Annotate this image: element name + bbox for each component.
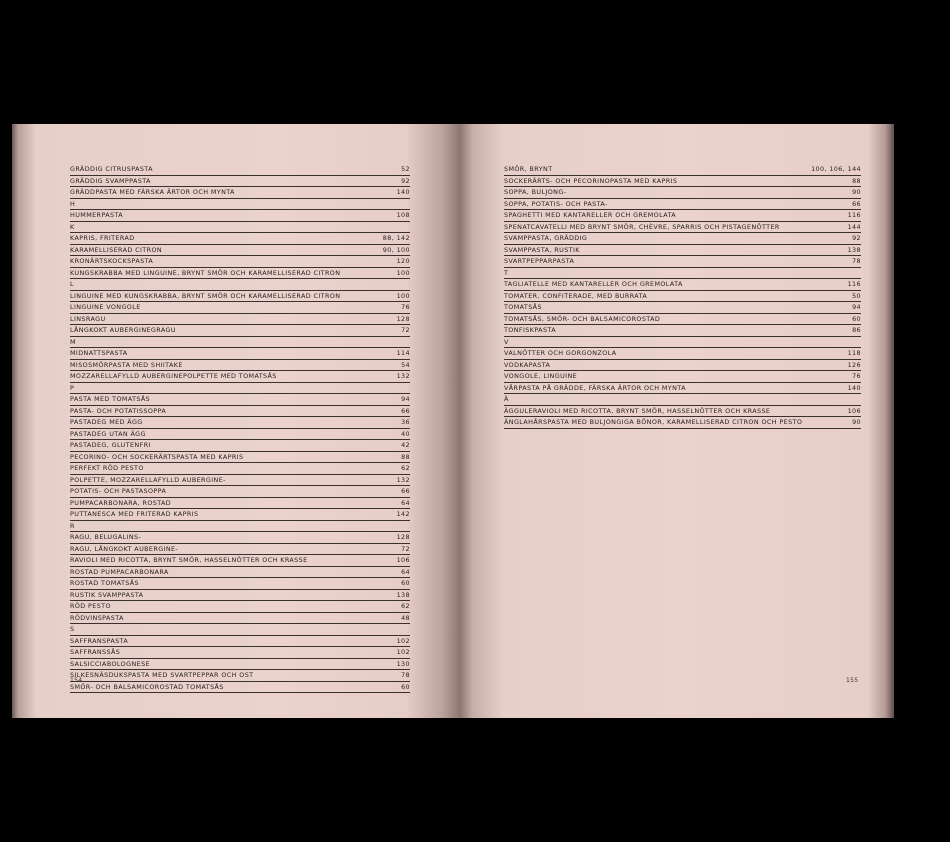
entry-title: SALSICCIABOLOGNESE xyxy=(70,659,150,668)
entry-title: LINSRAGU xyxy=(70,314,106,323)
index-entry xyxy=(504,187,861,199)
index-entry xyxy=(70,371,410,383)
entry-pages: 88 xyxy=(401,452,410,461)
entry-pages: 60 xyxy=(401,579,410,587)
entry-title: SILKESNÄSDUKSPASTA MED SVARTPEPPAR OCH OST xyxy=(70,671,254,679)
entry-pages xyxy=(404,222,410,233)
entry-title: H xyxy=(70,199,76,208)
entry-title: ÄGGULERAVIOLI MED RICOTTA, BRYNT SMÖR, HASSELNÖTTER OCH KRASSE xyxy=(504,406,771,415)
entry-pages: 92 xyxy=(401,176,410,185)
entry-title: KRONÄRTSKOCKSPASTA xyxy=(70,257,154,265)
index-entry xyxy=(70,509,410,521)
index-entry xyxy=(70,406,410,418)
index-letter-heading xyxy=(70,337,410,349)
index-entry xyxy=(70,463,410,475)
entry-pages: 48 xyxy=(401,613,410,622)
entry-title: SOPPA, POTATIS- OCH PASTA- xyxy=(504,199,608,208)
entry-title: SVAMPPASTA, GRÄDDIG xyxy=(504,234,588,242)
entry-pages: 92 xyxy=(852,234,861,242)
entry-pages: 116 xyxy=(847,280,861,288)
index-letter-heading xyxy=(70,521,410,533)
entry-title: R xyxy=(70,521,75,530)
index-entry xyxy=(504,176,861,188)
entry-title: VODKAPASTA xyxy=(504,360,551,369)
index-entry xyxy=(70,601,410,613)
entry-pages xyxy=(855,337,861,348)
entry-title: TOMATSÅS xyxy=(504,303,542,311)
index-letter-heading xyxy=(504,337,861,349)
entry-pages: 50 xyxy=(852,291,861,300)
entry-pages: 54 xyxy=(401,360,410,369)
entry-pages: 100, 106, 144 xyxy=(811,165,861,173)
entry-pages: 138 xyxy=(396,590,410,599)
entry-title: MOZZARELLAFYLLD AUBERGINEPOLPETTE MED TOMATSÅS xyxy=(70,372,277,380)
entry-pages: 64 xyxy=(401,498,410,507)
entry-pages xyxy=(404,521,410,532)
index-entry xyxy=(70,590,410,602)
index-entry xyxy=(70,659,410,671)
entry-pages xyxy=(404,624,410,635)
entry-pages: 42 xyxy=(401,441,410,449)
index-letter-heading xyxy=(504,268,861,280)
index-entry xyxy=(70,682,410,694)
entry-title: PASTADEG MED ÄGG xyxy=(70,418,143,426)
index-entry xyxy=(504,164,861,176)
entry-title: SAFFRANSPASTA xyxy=(70,636,129,645)
entry-title: PASTA MED TOMATSÅS xyxy=(70,395,151,403)
entry-title: VONGOLE, LINGUINE xyxy=(504,372,578,380)
index-entry xyxy=(70,486,410,498)
index-entry xyxy=(504,314,861,326)
entry-title: L xyxy=(70,280,74,288)
entry-pages xyxy=(404,199,410,210)
entry-title: LINGUINE VONGOLE xyxy=(70,303,141,311)
entry-pages: 114 xyxy=(396,349,410,357)
entry-pages: 72 xyxy=(401,326,410,334)
entry-title: ROSTAD TOMATSÅS xyxy=(70,579,139,587)
entry-pages: 130 xyxy=(396,659,410,668)
entry-title: Ä xyxy=(504,395,509,403)
entry-pages: 108 xyxy=(396,211,410,219)
index-entry xyxy=(504,406,861,418)
index-entry xyxy=(504,233,861,245)
entry-title: PASTADEG UTAN ÄGG xyxy=(70,429,146,438)
entry-title: TAGLIATELLE MED KANTARELLER OCH GREMOLATA xyxy=(504,280,683,288)
entry-title: GRÄDDPASTA MED FÄRSKA ÄRTOR OCH MYNTA xyxy=(70,188,235,196)
entry-title: HUMMERPASTA xyxy=(70,211,124,219)
index-entry xyxy=(70,233,410,245)
entry-title: ROSTAD PUMPACARBONARA xyxy=(70,567,169,576)
entry-title: KARAMELLISERAD CITRON xyxy=(70,245,163,254)
entry-title: SMÖR- OCH BALSAMICOROSTAD TOMATSÅS xyxy=(70,682,224,691)
entry-title: PUMPACARBONARA, ROSTAD xyxy=(70,498,172,507)
entry-pages: 76 xyxy=(852,372,861,380)
entry-pages: 66 xyxy=(852,199,861,208)
index-entry xyxy=(504,348,861,360)
entry-title: PASTADEG, GLUTENFRI xyxy=(70,441,151,449)
entry-title: LÅNGKOKT AUBERGINEGRAGU xyxy=(70,326,176,334)
entry-title: M xyxy=(70,337,76,346)
entry-title: TOMATER, CONFITERADE, MED BURRATA xyxy=(504,291,648,300)
entry-pages: 94 xyxy=(401,395,410,403)
index-entry xyxy=(70,268,410,280)
entry-pages: 60 xyxy=(401,682,410,691)
index-entry xyxy=(504,256,861,268)
entry-title: SVARTPEPPARPASTA xyxy=(504,257,575,265)
entry-pages: 126 xyxy=(847,360,861,369)
entry-title: TOMATSÅS, SMÖR- OCH BALSAMICOROSTAD xyxy=(504,314,661,323)
entry-pages: 138 xyxy=(847,245,861,254)
entry-pages: 144 xyxy=(847,222,861,231)
entry-title: SPAGHETTI MED KANTARELLER OCH GREMOLATA xyxy=(504,211,677,219)
entry-pages: 52 xyxy=(401,165,410,173)
index-entry xyxy=(70,544,410,556)
entry-title: PERFEKT RÖD PESTO xyxy=(70,464,144,472)
entry-pages: 102 xyxy=(396,648,410,656)
entry-pages xyxy=(855,268,861,279)
entry-pages xyxy=(855,394,861,405)
index-letter-heading xyxy=(504,394,861,406)
index-entry xyxy=(70,325,410,337)
entry-pages: 128 xyxy=(396,533,410,541)
index-entry xyxy=(70,291,410,303)
entry-pages: 76 xyxy=(401,303,410,311)
index-entry xyxy=(504,325,861,337)
entry-pages: 64 xyxy=(401,567,410,576)
entry-pages: 66 xyxy=(401,406,410,415)
index-entry xyxy=(70,417,410,429)
index-entry xyxy=(70,498,410,510)
right-page-number: 155 xyxy=(846,677,859,684)
index-entry xyxy=(70,613,410,625)
index-entry xyxy=(70,314,410,326)
entry-title: VALNÖTTER OCH GORGONZOLA xyxy=(504,349,617,357)
book-spread xyxy=(12,124,894,718)
entry-pages: 90 xyxy=(852,188,861,196)
index-entry xyxy=(504,360,861,372)
entry-title: ÄNGLAHÅRSPASTA MED BULJONGIGA BÖNOR, KARAMELLISERAD CITRON OCH PESTO xyxy=(504,418,803,426)
entry-title: GRÄDDIG CITRUSPASTA xyxy=(70,165,153,173)
entry-pages: 88 xyxy=(852,176,861,185)
entry-pages xyxy=(404,383,410,394)
entry-title: SPENATCAVATELLI MED BRYNT SMÖR, CHÈVRE, SPARRIS OCH PISTAGENÖTTER xyxy=(504,222,780,231)
entry-title: S xyxy=(70,625,75,633)
index-entry xyxy=(70,164,410,176)
entry-pages: 36 xyxy=(401,418,410,426)
entry-pages: 116 xyxy=(847,211,861,219)
index-entry xyxy=(504,291,861,303)
entry-title: T xyxy=(504,268,509,277)
index-entry xyxy=(70,532,410,544)
entry-title: RAVIOLI MED RICOTTA, BRYNT SMÖR, HASSELNÖTTER OCH KRASSE xyxy=(70,556,308,564)
index-entry xyxy=(70,647,410,659)
right-index-list xyxy=(504,164,861,429)
index-entry xyxy=(70,475,410,487)
index-letter-heading xyxy=(70,279,410,291)
index-entry xyxy=(504,199,861,211)
index-entry xyxy=(504,417,861,429)
index-letter-heading xyxy=(70,222,410,234)
entry-title: PECORINO- OCH SOCKERÄRTSPASTA MED KAPRIS xyxy=(70,452,244,461)
entry-pages: 60 xyxy=(852,314,861,323)
entry-pages: 100 xyxy=(396,291,410,300)
index-entry xyxy=(70,440,410,452)
entry-title: PUTTANESCA MED FRITERAD KAPRIS xyxy=(70,510,199,518)
entry-title: RUSTIK SVAMPPASTA xyxy=(70,590,144,599)
entry-title: P xyxy=(70,383,75,392)
entry-pages: 66 xyxy=(401,487,410,495)
index-entry xyxy=(504,383,861,395)
entry-title: POTATIS- OCH PASTASOPPA xyxy=(70,487,167,495)
index-entry xyxy=(70,429,410,441)
index-letter-heading xyxy=(70,624,410,636)
entry-pages: 62 xyxy=(401,602,410,610)
index-entry xyxy=(70,670,410,682)
index-entry xyxy=(70,360,410,372)
entry-title: SOPPA, BULJONG- xyxy=(504,188,567,196)
entry-pages: 78 xyxy=(401,671,410,679)
entry-title: MIDNATTSPASTA xyxy=(70,349,128,357)
entry-title: SMÖR, BRYNT xyxy=(504,165,553,173)
entry-title: RAGU, LÅNGKOKT AUBERGINE- xyxy=(70,544,179,553)
entry-pages: 132 xyxy=(396,372,410,380)
index-entry xyxy=(70,210,410,222)
index-entry xyxy=(70,394,410,406)
entry-title: RÖDVINSPASTA xyxy=(70,613,124,622)
entry-title: GRÄDDIG SVAMPPASTA xyxy=(70,176,151,185)
entry-title: RÖD PESTO xyxy=(70,602,111,610)
index-entry xyxy=(70,348,410,360)
index-entry xyxy=(504,245,861,257)
index-entry xyxy=(70,555,410,567)
right-page xyxy=(460,124,894,718)
left-page-number: 154 xyxy=(70,677,83,684)
entry-pages: 90, 100 xyxy=(382,245,410,254)
entry-pages: 142 xyxy=(396,510,410,518)
index-entry xyxy=(70,567,410,579)
entry-title: VÅRPASTA PÅ GRÄDDE, FÄRSKA ÄRTOR OCH MYNTA xyxy=(504,383,686,392)
entry-pages xyxy=(404,337,410,348)
entry-title: KUNGSKRABBA MED LINGUINE, BRYNT SMÖR OCH KARAMELLISERAD CITRON xyxy=(70,268,341,277)
entry-title: PASTA- OCH POTATISSOPPA xyxy=(70,406,167,415)
entry-pages: 120 xyxy=(396,257,410,265)
left-page xyxy=(12,124,460,718)
entry-title: KAPRIS, FRITERAD xyxy=(70,234,135,242)
index-entry xyxy=(70,636,410,648)
entry-pages: 100 xyxy=(396,268,410,277)
entry-pages: 128 xyxy=(396,314,410,323)
left-index-list xyxy=(70,164,410,693)
entry-title: SAFFRANSSÅS xyxy=(70,648,121,656)
index-entry xyxy=(504,279,861,291)
entry-pages: 140 xyxy=(396,188,410,196)
entry-pages: 132 xyxy=(396,475,410,484)
index-entry xyxy=(504,371,861,383)
entry-title: RAGU, BELUGALINS- xyxy=(70,533,142,541)
entry-pages: 118 xyxy=(847,349,861,357)
entry-title: SVAMPPASTA, RUSTIK xyxy=(504,245,580,254)
index-entry xyxy=(70,302,410,314)
entry-pages: 106 xyxy=(847,406,861,415)
index-letter-heading xyxy=(70,199,410,211)
index-entry xyxy=(504,302,861,314)
entry-title: K xyxy=(70,222,75,231)
entry-pages: 86 xyxy=(852,326,861,334)
entry-pages: 72 xyxy=(401,544,410,553)
index-entry xyxy=(70,452,410,464)
entry-pages xyxy=(404,279,410,290)
entry-pages: 88, 142 xyxy=(382,234,410,242)
index-entry xyxy=(504,222,861,234)
entry-pages: 140 xyxy=(847,383,861,392)
entry-pages: 106 xyxy=(396,556,410,564)
index-entry xyxy=(70,187,410,199)
entry-pages: 78 xyxy=(852,257,861,265)
entry-pages: 90 xyxy=(852,418,861,426)
index-entry xyxy=(504,210,861,222)
index-entry xyxy=(70,176,410,188)
index-entry xyxy=(70,578,410,590)
entry-title: V xyxy=(504,337,509,346)
entry-pages: 40 xyxy=(401,429,410,438)
entry-pages: 102 xyxy=(396,636,410,645)
entry-title: TONFISKPASTA xyxy=(504,326,556,334)
entry-pages: 62 xyxy=(401,464,410,472)
index-letter-heading xyxy=(70,383,410,395)
entry-title: LINGUINE MED KUNGSKRABBA, BRYNT SMÖR OCH KARAMELLISERAD CITRON xyxy=(70,291,341,300)
entry-pages: 94 xyxy=(852,303,861,311)
entry-title: SOCKERÄRTS- OCH PECORINOPASTA MED KAPRIS xyxy=(504,176,678,185)
entry-title: MISOSMÖRPASTA MED SHIITAKE xyxy=(70,360,183,369)
index-entry xyxy=(70,245,410,257)
index-entry xyxy=(70,256,410,268)
entry-title: POLPETTE, MOZZARELLAFYLLD AUBERGINE- xyxy=(70,475,226,484)
